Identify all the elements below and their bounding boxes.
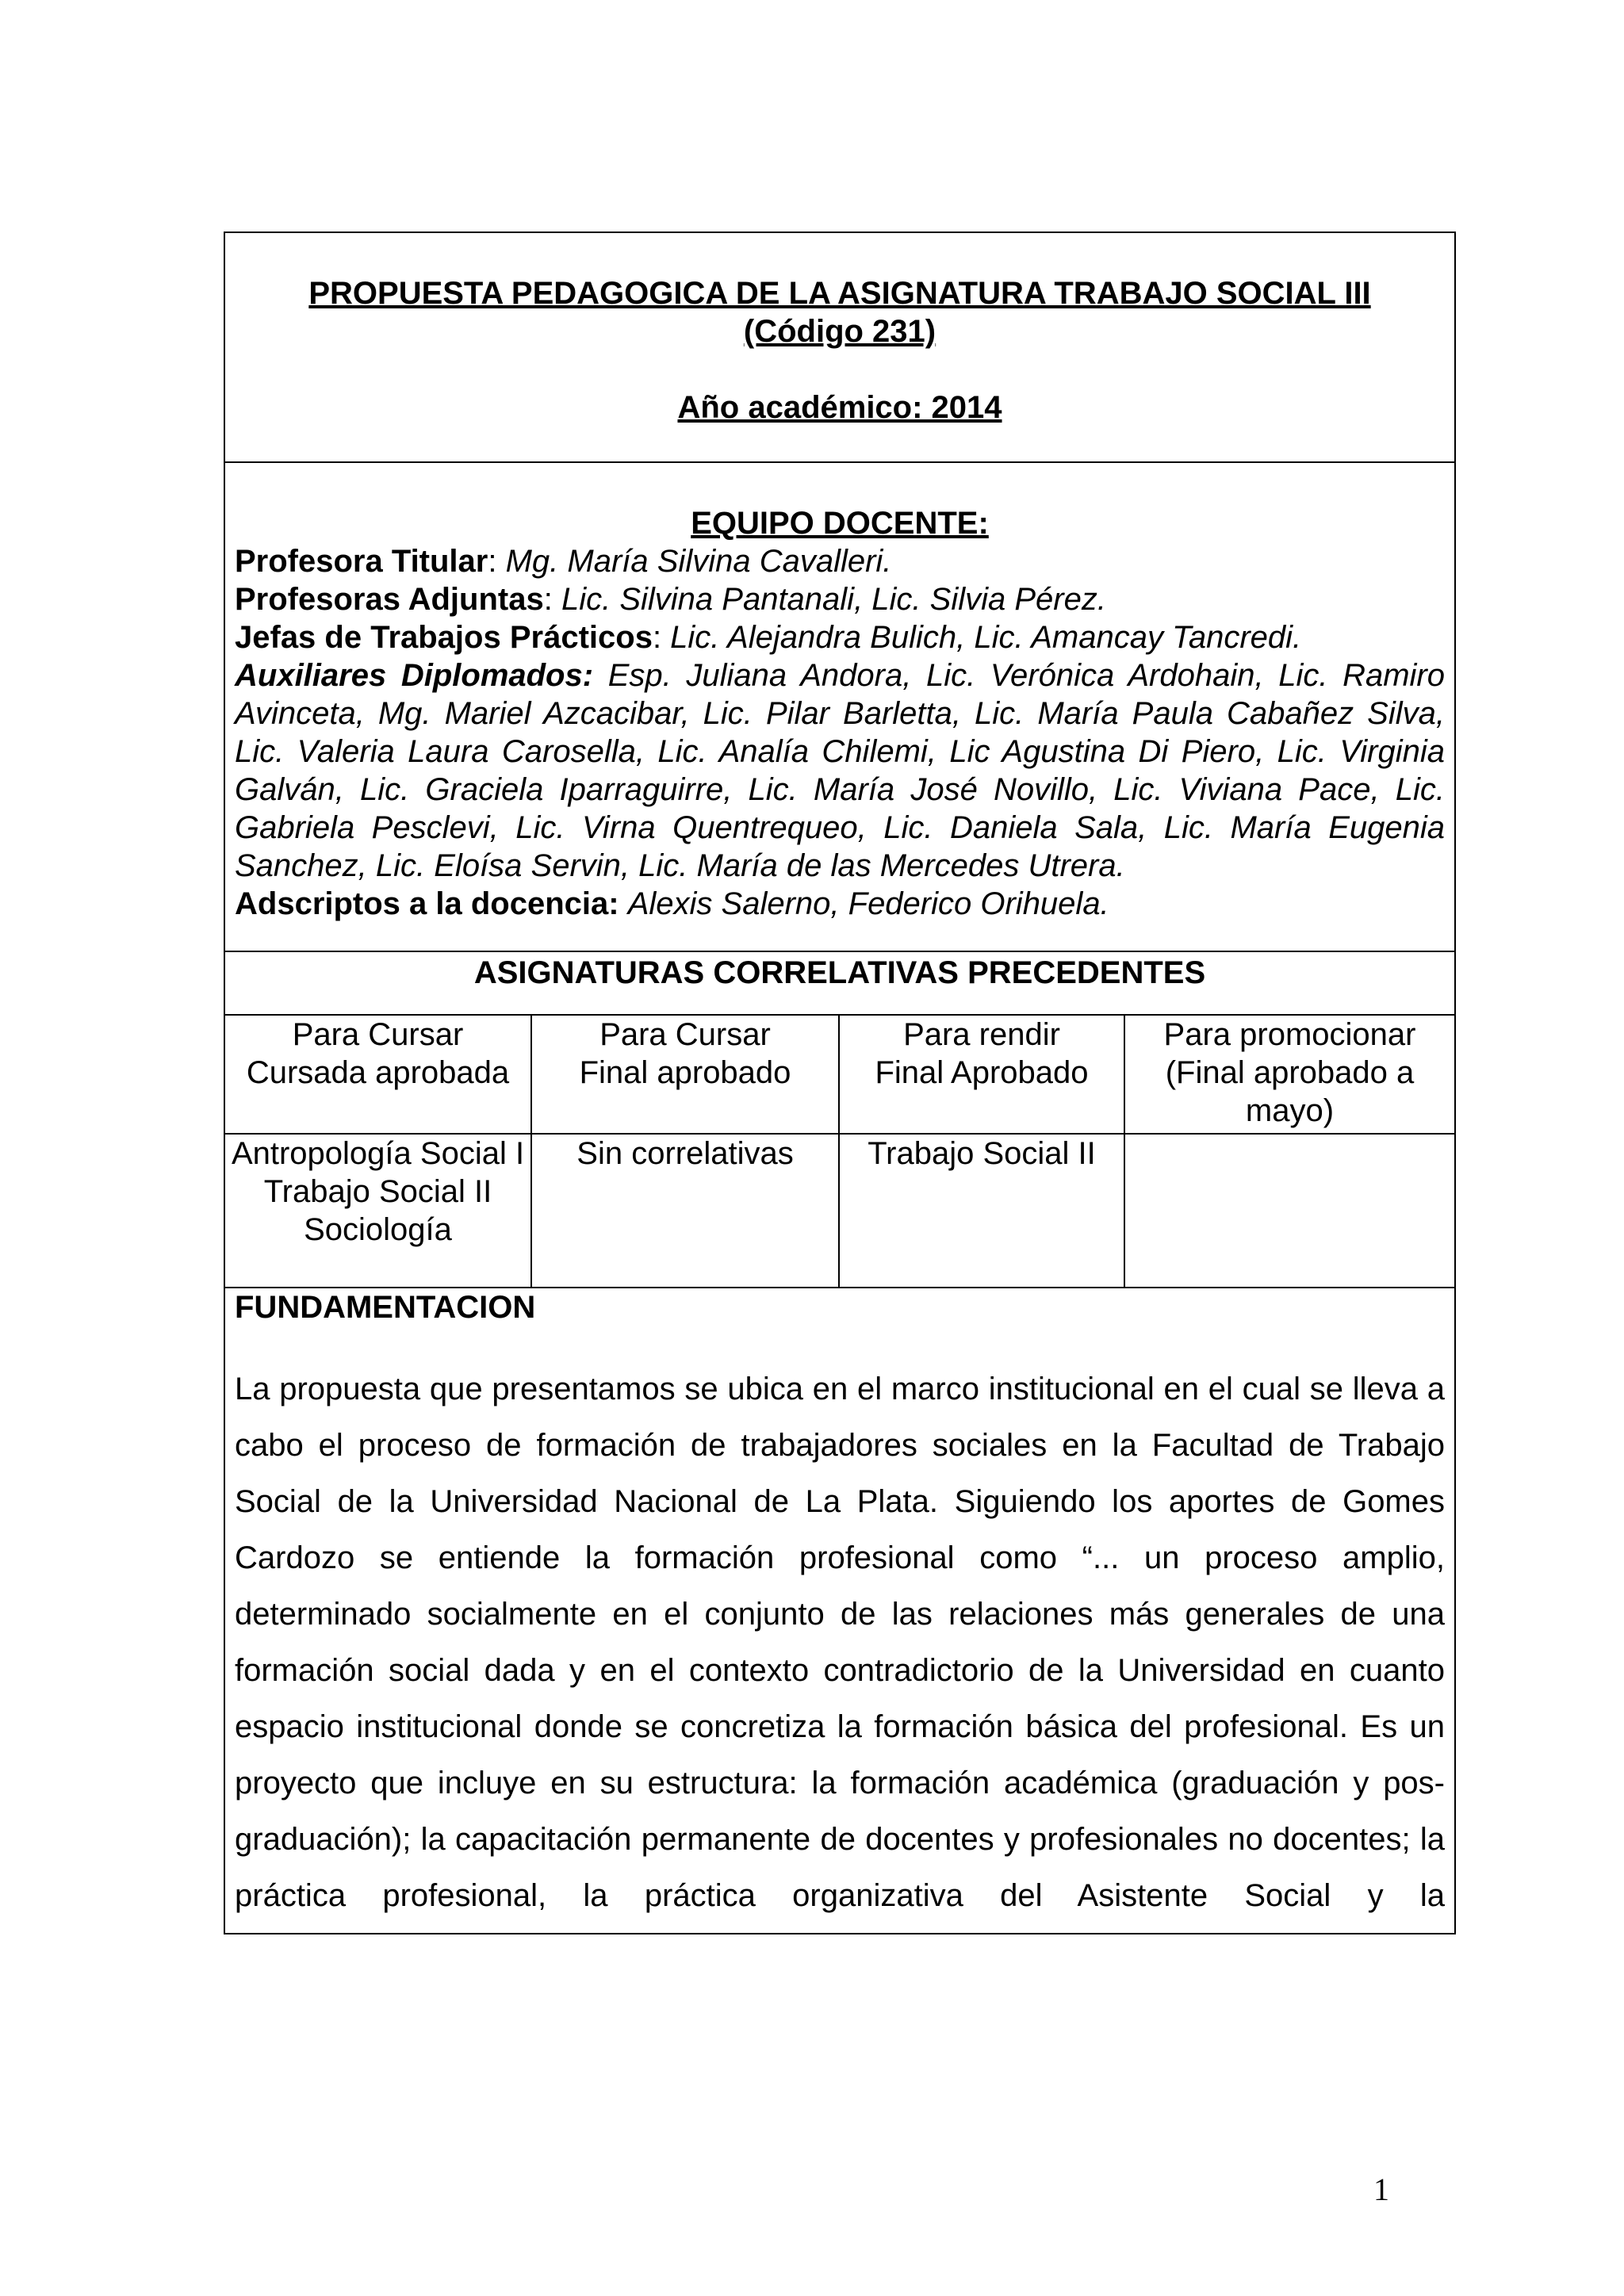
- adscriptos-value: Alexis Salerno, Federico Orihuela.: [627, 886, 1109, 921]
- table-cell: Trabajo Social II: [839, 1134, 1124, 1287]
- column-header: Para rendir Final Aprobado: [839, 1016, 1124, 1134]
- jtp-value: Lic. Alejandra Bulich, Lic. Amancay Tancredi.: [670, 620, 1302, 655]
- adscriptos-line: [235, 885, 1445, 923]
- adjuntas-value: Lic. Silvina Pantanali, Lic. Silvia Pérez.: [561, 582, 1106, 617]
- team-heading: EQUIPO DOCENTE:: [691, 506, 989, 541]
- auxiliares-value: Esp. Juliana Andora, Lic. Verónica Ardohain, Lic. Ramiro Avinceta, Mg. Mariel Azcacibar, Lic. Pilar Barletta, Lic. María Paula Cabañez Silva, Lic. Valeria Laura Carosella, Lic. Analía Chilemi, Lic Agustina Di Piero, Lic. Virginia Galván, Lic. Graciela Iparraguirre, Lic. María José Novillo, Lic. Viviana Pace, Lic. Gabriela Pesclevi, Lic. Virna Quentrequeo, Lic. Daniela Sala, Lic. María Eugenia Sanchez, Lic. Eloísa Servin, Lic. María de las Mercedes Utrera.: [235, 658, 1445, 883]
- adjuntas-label: Profesoras Adjuntas: [235, 582, 544, 617]
- column-header: Para Cursar Final aprobado: [531, 1016, 839, 1134]
- fundamentacion-paragraph: La propuesta que presentamos se ubica en el marco institucional en el cual se lleva a cabo el proceso de formación de trabajadores sociales en la Facultad de Trabajo Social de la Universidad Nacional de La Plata. Siguiendo los aportes de Gomes Cardozo se entiende la formación profesional como “... un proceso amplio, determinado socialmente en el conjunto de las relaciones más generales de una formación social dada y en el contexto contradictorio de la Universidad en cuanto espacio institucional donde se concretiza la formación básica del profesional. Es un proyecto que incluye en su estructura: la formación académica (graduación y pos-graduación); la capacitación permanente de docentes y profesionales no docentes; la práctica profesional, la práctica organizativa del Asistente Social y la: [235, 1372, 1445, 1913]
- team-list: [235, 542, 1445, 923]
- titular-line: Profesora Titular: Mg. María Silvina Cavalleri.: [235, 544, 892, 579]
- team-section: [225, 463, 1454, 952]
- page-number: 1: [1373, 2172, 1389, 2207]
- table-header-row: [225, 1016, 1454, 1134]
- jtp-label: Jefas de Trabajos Prácticos: [235, 620, 653, 655]
- document-frame: [224, 232, 1456, 1934]
- academic-year: Año académico: 2014: [677, 390, 1002, 425]
- document-title: PROPUESTA PEDAGOGICA DE LA ASIGNATURA TRABAJO SOCIAL III: [308, 276, 1371, 311]
- title-section: [225, 233, 1454, 463]
- correlatives-heading: ASIGNATURAS CORRELATIVAS PRECEDENTES: [473, 955, 1206, 990]
- fundamentacion-heading: FUNDAMENTACION: [235, 1290, 536, 1325]
- titular-label: Profesora Titular: [235, 544, 488, 579]
- column-header: Para Cursar Cursada aprobada: [225, 1016, 531, 1134]
- titular-value: Mg. María Silvina Cavalleri.: [505, 544, 892, 579]
- fundamentacion-section: [225, 1287, 1454, 1933]
- correlatives-heading-section: [225, 952, 1454, 1016]
- table-row: [225, 1134, 1454, 1287]
- auxiliares-paragraph: [235, 656, 1445, 885]
- column-header: Para promocionar (Final aprobado a mayo): [1124, 1016, 1454, 1134]
- table-cell: Sin correlativas: [531, 1134, 839, 1287]
- adjuntas-line: Profesoras Adjuntas: Lic. Silvina Pantanali, Lic. Silvia Pérez.: [235, 582, 1106, 617]
- jtp-line: Jefas de Trabajos Prácticos: Lic. Alejandra Bulich, Lic. Amancay Tancredi.: [235, 620, 1302, 655]
- table-cell: Antropología Social I Trabajo Social II Sociología: [225, 1134, 531, 1287]
- subject-code: (Código 231): [743, 314, 936, 349]
- adscriptos-label: Adscriptos a la docencia:: [235, 886, 619, 921]
- correlatives-table: [225, 1016, 1454, 1287]
- auxiliares-label: Auxiliares Diplomados:: [235, 658, 594, 693]
- correlatives-table-section: [225, 1016, 1454, 1287]
- table-cell: [1124, 1134, 1454, 1287]
